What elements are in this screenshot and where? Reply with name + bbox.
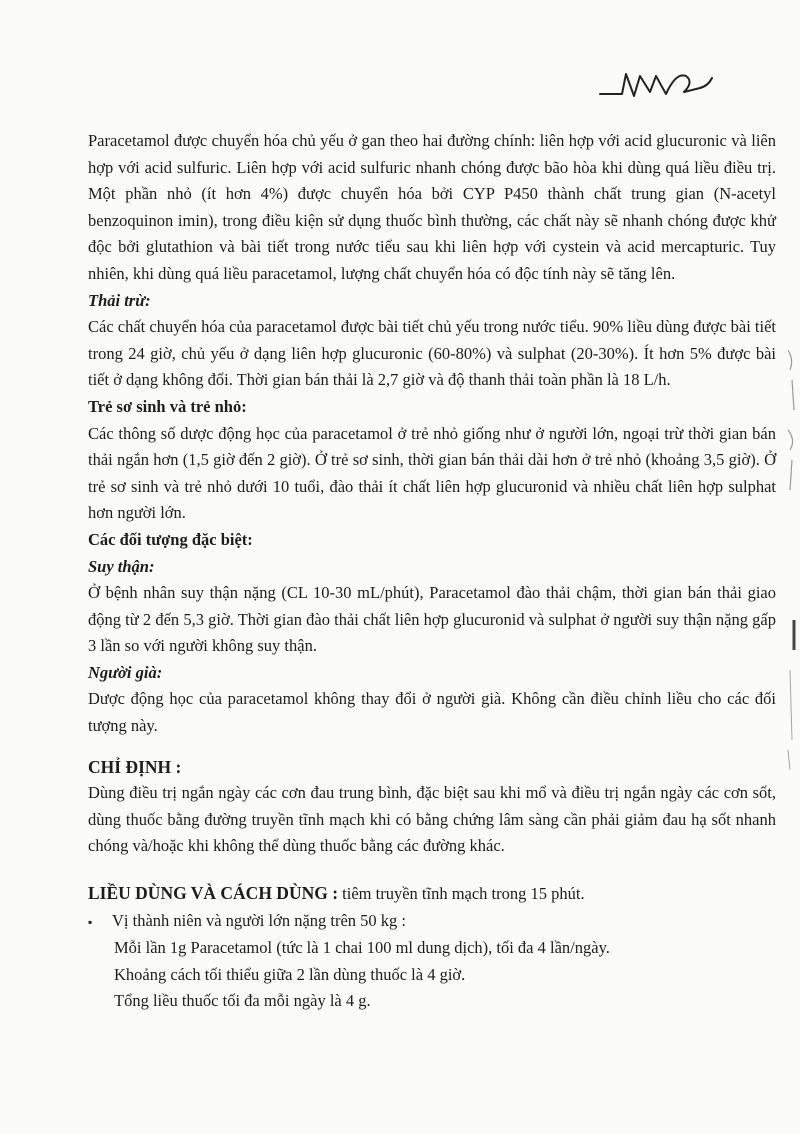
dosage-bullet <box>88 908 776 936</box>
elderly-paragraph: Dược động học của paracetamol không thay đổi ở người già. Không cần điều chỉnh liều cho các đối tượng này. <box>88 689 776 736</box>
dosage-line: Mỗi lần 1g Paracetamol (tức là 1 chai 100 ml dung dịch), tối đa 4 lần/ngày. <box>114 938 610 958</box>
indication-heading: CHỈ ĐỊNH : <box>88 756 182 777</box>
dosage-heading-line <box>88 880 776 908</box>
children-paragraph: Các thông số dược động học của paracetamol ở trẻ nhỏ giống như ở người lớn, ngoại trừ thời gian bán thải ngắn hơn (1,5 giờ đến 2 giờ). Ở trẻ sơ sinh, thời gian bán thải dài hơn ở trẻ nhỏ (khoảng 3,5 giờ). Ở trẻ sơ sinh và trẻ nhỏ dưới 10 tuổi, đào thải ít chất liên hợp glucuronid và nhiều chất liên hợp sulphat hơn người lớn. <box>88 423 776 523</box>
special-populations-heading: Các đối tượng đặc biệt: <box>88 529 253 549</box>
elimination-paragraph: Các chất chuyển hóa của paracetamol được bài tiết chủ yếu trong nước tiểu. 90% liều dùng được bài tiết trong 24 giờ, chủ yếu ở dạng liên hợp glucuronic (60-80%) và sulphat (20-30%). Ít hơn 5% được bài tiết ở dạng không đổi. Thời gian bán thải là 2,7 giờ và độ thanh thải toàn phần là 18 L/h. <box>88 317 777 390</box>
margin-scan-marks <box>770 340 800 780</box>
dosage-heading: LIỀU DÙNG VÀ CÁCH DÙNG : <box>88 883 339 904</box>
elimination-heading: Thải trừ: <box>88 290 151 310</box>
elderly-heading: Người già: <box>88 662 163 682</box>
renal-heading: Suy thận: <box>88 556 155 576</box>
indication-paragraph: Dùng điều trị ngắn ngày các cơn đau trung bình, đặc biệt sau khi mổ và điều trị ngắn ngày các cơn sốt, dùng thuốc bằng đường truyền tĩnh mạch khi có bằng chứng lâm sàng cần phải giảm đau hạ sốt nhanh chóng và/hoặc khi không thể dùng thuốc bằng các đường khác. <box>88 783 776 856</box>
children-heading: Trẻ sơ sinh và trẻ nhỏ: <box>88 396 247 416</box>
dosage-heading-suffix: tiêm truyền tĩnh mạch trong 15 phút. <box>338 884 585 904</box>
dosage-line: Tổng liều thuốc tối đa mỗi ngày là 4 g. <box>114 991 371 1011</box>
dosage-bullet-text: Vị thành niên và người lớn nặng trên 50 kg : <box>112 910 407 930</box>
renal-paragraph: Ở bệnh nhân suy thận nặng (CL 10-30 mL/phút), Paracetamol đào thải chậm, thời gian bán thải giao động từ 2 đến 5,3 giờ. Thời gian đào thải chất liên hợp glucuronid và sulphat ở người suy thận nặng gấp 3 lần so với người không suy thận. <box>88 583 776 656</box>
square-bullet-icon: ▪ <box>88 914 93 929</box>
handwritten-mark <box>596 62 726 112</box>
dosage-line: Khoảng cách tối thiểu giữa 2 lần dùng thuốc là 4 giờ. <box>114 964 466 984</box>
metabolism-paragraph: Paracetamol được chuyển hóa chủ yếu ở gan theo hai đường chính: liên hợp với acid glucuronic và liên hợp với acid sulfuric. Liên hợp với acid sulfuric nhanh chóng được bão hòa khi dùng quá liều điều trị. Một phần nhỏ (ít hơn 4%) được chuyển hóa bởi CYP P450 thành chất trung gian (N-acetyl benzoquinon imin), trong điều kiện sử dụng thuốc bình thường, các chất này sẽ nhanh chóng được khử độc bởi glutathion và bài tiết trong nước tiểu sau khi liên hợp với cystein và acid mercapturic. Tuy nhiên, khi dùng quá liều paracetamol, lượng chất chuyển hóa có độc tính này sẽ tăng lên. <box>88 131 776 283</box>
document-body <box>88 128 776 1015</box>
